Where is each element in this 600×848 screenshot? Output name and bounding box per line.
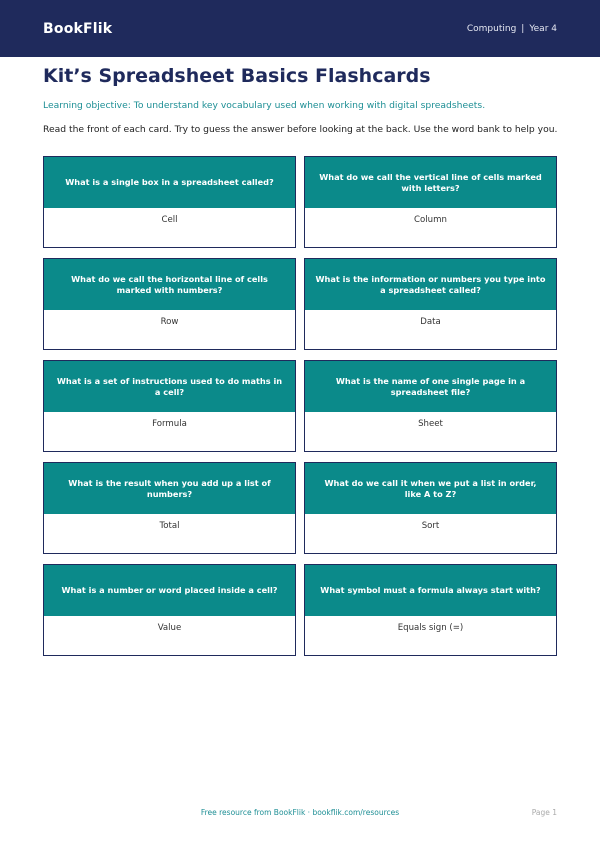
page-title: Kit’s Spreadsheet Basics Flashcards xyxy=(43,65,431,87)
flashcard-front: What do we call it when we put a list in order, like A to Z? xyxy=(305,463,556,514)
flashcard-front: What symbol must a formula always start with? xyxy=(305,565,556,616)
flashcard-back: Column xyxy=(414,215,447,225)
flashcard-back: Equals sign (=) xyxy=(397,623,464,633)
flashcard-front: What do we call the vertical line of cells marked with letters? xyxy=(305,157,556,208)
flashcard[interactable] xyxy=(43,462,296,554)
flashcard[interactable] xyxy=(304,462,557,554)
footer-source-link[interactable]: Free resource from BookFlik · bookflik.com/resources xyxy=(200,808,400,817)
flashcard[interactable] xyxy=(43,360,296,452)
instructions: Read the front of each card. Try to guess the answer before looking at the back. Use the word bank to help you. xyxy=(43,124,558,135)
flashcard-front: What is the name of one single page in a spreadsheet file? xyxy=(305,361,556,412)
flashcard[interactable] xyxy=(304,156,557,248)
flashcard[interactable] xyxy=(304,258,557,350)
flashcard[interactable] xyxy=(43,258,296,350)
flashcard-back: Formula xyxy=(152,419,187,429)
flashcard-back: Value xyxy=(157,623,182,633)
subject-name: Computing xyxy=(466,23,517,34)
flashcard-front: What is a number or word placed inside a cell? xyxy=(44,565,295,616)
flashcard-back: Data xyxy=(420,317,441,327)
flashcard-front: What is the information or numbers you type into a spreadsheet called? xyxy=(305,259,556,310)
flashcard[interactable] xyxy=(304,360,557,452)
separator: | xyxy=(521,23,525,34)
flashcard-back: Row xyxy=(160,317,179,327)
subject-label xyxy=(467,24,557,34)
page-number: Page 1 xyxy=(531,808,557,817)
flashcard-back: Sort xyxy=(421,521,440,531)
flashcard-front: What is a single box in a spreadsheet called? xyxy=(44,157,295,208)
flashcard-back: Sheet xyxy=(418,419,443,429)
flashcard[interactable] xyxy=(43,156,296,248)
learning-objective: Learning objective: To understand key vocabulary used when working with digital spreadsheets. xyxy=(43,100,486,111)
flashcard-front: What is the result when you add up a list of numbers? xyxy=(44,463,295,514)
flashcard-grid xyxy=(43,156,557,656)
flashcard-back: Cell xyxy=(161,215,178,225)
flashcard[interactable] xyxy=(43,564,296,656)
flashcard-front: What is a set of instructions used to do maths in a cell? xyxy=(44,361,295,412)
flashcard[interactable] xyxy=(304,564,557,656)
flashcard-back: Total xyxy=(159,521,180,531)
year-label: Year 4 xyxy=(529,23,557,34)
brand-logo[interactable]: BookFlik xyxy=(43,20,113,37)
top-bar xyxy=(0,0,600,57)
flashcard-front: What do we call the horizontal line of cells marked with numbers? xyxy=(44,259,295,310)
page-footer xyxy=(0,808,600,820)
